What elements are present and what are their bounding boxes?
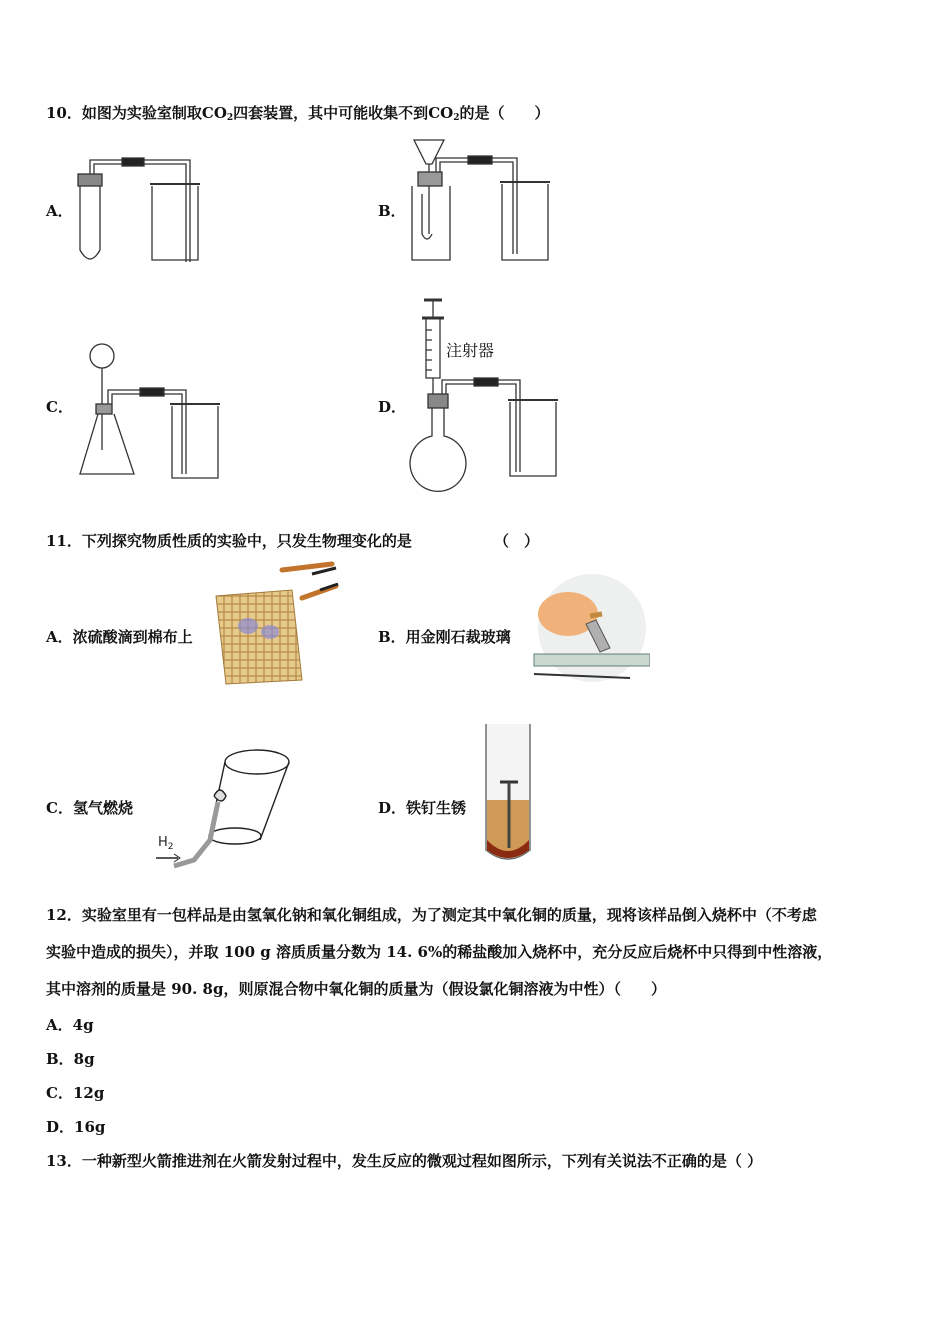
q10-figure-b — [402, 134, 562, 270]
q11-figure-b-diamond — [530, 574, 650, 684]
q10-text-c: 的是（ ） — [459, 104, 550, 122]
q11-figure-c-hydrogen — [152, 740, 302, 870]
q10-option-d[interactable]: D． — [378, 398, 407, 416]
h2-label: $H_2$ — [158, 835, 174, 852]
q10-option-a[interactable]: A． — [46, 202, 73, 220]
q10-figure-a — [70, 150, 210, 270]
q10-co-2: CO — [428, 104, 454, 122]
q12-stem — [46, 897, 916, 1008]
q10-co-1: CO — [201, 104, 227, 122]
q12-option-b[interactable]: B．8g — [46, 1050, 95, 1068]
q11-stem-text: 11．下列探究物质性质的实验中，只发生物理变化的是 — [46, 532, 412, 550]
q11-figure-a-cloth — [212, 560, 342, 685]
q12-option-a[interactable]: A．4g — [46, 1016, 94, 1034]
q11-figure-d-nail — [478, 720, 538, 870]
q12-line-3: 其中溶剂的质量是 90. 8g，则原混合物中氧化铜的质量为（假设氯化铜溶液为中性）（ ） — [46, 980, 666, 998]
q11-option-d[interactable]: D．铁钉生锈 — [378, 799, 467, 817]
q12-line-1: 12．实验室里有一包样品是由氢氧化钠和氧化铜组成，为了测定其中氧化铜的质量，现将该样品倒入烧杯中（不考虑 — [46, 906, 817, 924]
q10-number: 10． — [46, 104, 82, 122]
q10-figure-d — [406, 296, 586, 492]
q11-option-a[interactable]: A．浓硫酸滴到棉布上 — [46, 628, 193, 646]
q12-option-d[interactable]: D．16g — [46, 1118, 106, 1136]
q10-stem — [46, 102, 549, 123]
q12-line-2: 实验中造成的损失），并取 100 g 溶质质量分数为 14. 6%的稀盐酸加入烧杯中，充分反应后烧杯中只得到中性溶液， — [46, 943, 833, 961]
q12-option-c[interactable]: C．12g — [46, 1084, 105, 1102]
q11-paren: （ ） — [494, 532, 540, 550]
q10-figure-c — [74, 340, 234, 486]
q10-option-b[interactable]: B． — [378, 202, 406, 220]
q10-text-b: 四套装置，其中可能收集不到 — [233, 104, 429, 122]
q13-stem: 13．一种新型火箭推进剂在火箭发射过程中，发生反应的微观过程如图所示，下列有关说法不正确的是（ ） — [46, 1152, 763, 1170]
q11-option-b[interactable]: B．用金刚石裁玻璃 — [378, 628, 511, 646]
syringe-label: 注射器 — [446, 341, 495, 360]
q11-stem — [46, 530, 412, 551]
q10-option-c[interactable]: C． — [46, 398, 73, 416]
q10-text-a: 如图为实验室制取 — [81, 104, 202, 122]
q10-sub-1: 2 — [226, 113, 234, 123]
q11-option-c[interactable]: C．氢气燃烧 — [46, 799, 133, 817]
q10-sub-2: 2 — [453, 113, 460, 123]
